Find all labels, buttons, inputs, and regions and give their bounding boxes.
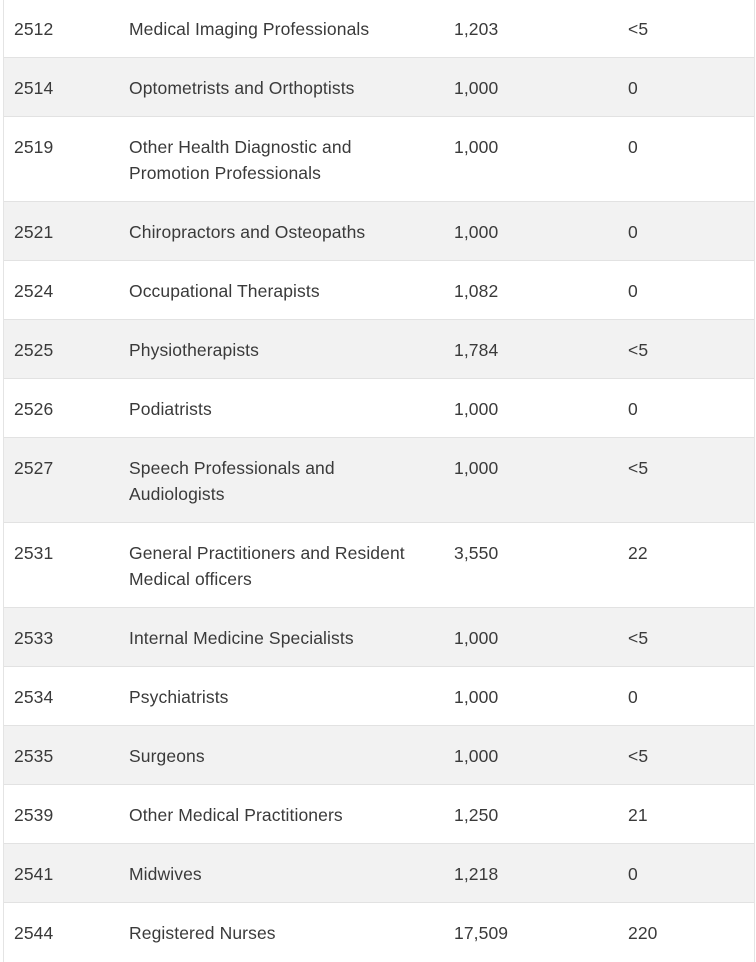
table-row [4,202,754,261]
value-column-2: <5 [628,458,649,478]
value-column-2: <5 [628,628,649,648]
value-column-2: 0 [628,864,638,884]
value-column-2: <5 [628,746,649,766]
value-column-2: 21 [628,805,648,825]
occupation-name: Speech Professionals and Audiologists [129,458,335,504]
occupation-code: 2524 [14,281,54,301]
table-row [4,58,754,117]
occupation-name: Medical Imaging Professionals [129,19,370,39]
value-column-1: 1,082 [454,281,499,301]
value-column-1: 1,000 [454,746,499,766]
occupation-name: Optometrists and Orthoptists [129,78,355,98]
table-row [4,523,754,608]
occupation-name: Psychiatrists [129,687,229,707]
value-column-2: 0 [628,137,638,157]
occupation-code: 2514 [14,78,54,98]
value-column-1: 1,203 [454,19,499,39]
table-row [4,844,754,903]
value-column-2: <5 [628,19,649,39]
occupation-table [3,0,755,962]
value-column-2: 0 [628,399,638,419]
value-column-1: 1,000 [454,399,499,419]
table-row [4,667,754,726]
occupation-name: Chiropractors and Osteopaths [129,222,366,242]
table-row [4,117,754,202]
occupation-code: 2527 [14,458,54,478]
occupation-name: Surgeons [129,746,205,766]
value-column-2: 0 [628,222,638,242]
table-row [4,320,754,379]
value-column-1: 17,509 [454,923,509,943]
value-column-1: 1,000 [454,222,499,242]
occupation-code: 2534 [14,687,54,707]
table-row [4,438,754,523]
table-row [4,0,754,58]
occupation-code: 2519 [14,137,54,157]
occupation-code: 2531 [14,543,54,563]
value-column-2: 22 [628,543,648,563]
value-column-2: <5 [628,340,649,360]
value-column-1: 1,784 [454,340,499,360]
table-row [4,726,754,785]
value-column-1: 1,250 [454,805,499,825]
value-column-1: 1,000 [454,628,499,648]
occupation-code: 2544 [14,923,54,943]
occupation-name: Registered Nurses [129,923,276,943]
occupation-code: 2539 [14,805,54,825]
value-column-1: 1,000 [454,78,499,98]
value-column-2: 0 [628,687,638,707]
occupation-name: Physiotherapists [129,340,259,360]
value-column-1: 1,218 [454,864,499,884]
value-column-2: 0 [628,281,638,301]
occupation-code: 2526 [14,399,54,419]
occupation-code: 2521 [14,222,54,242]
occupation-code: 2512 [14,19,54,39]
occupation-name: Occupational Therapists [129,281,320,301]
occupation-name: Other Medical Practitioners [129,805,343,825]
table-row [4,608,754,667]
table-row [4,785,754,844]
value-column-1: 1,000 [454,458,499,478]
occupation-name: General Practitioners and Resident Medical officers [129,543,405,589]
table-row [4,903,754,962]
value-column-2: 0 [628,78,638,98]
occupation-name: Other Health Diagnostic and Promotion Professionals [129,137,352,183]
occupation-code: 2535 [14,746,54,766]
occupation-name: Internal Medicine Specialists [129,628,354,648]
value-column-2: 220 [628,923,658,943]
value-column-1: 1,000 [454,687,499,707]
occupation-code: 2525 [14,340,54,360]
table-row [4,379,754,438]
value-column-1: 3,550 [454,543,499,563]
occupation-code: 2541 [14,864,54,884]
value-column-1: 1,000 [454,137,499,157]
occupation-name: Podiatrists [129,399,212,419]
occupation-name: Midwives [129,864,202,884]
table-row [4,261,754,320]
occupation-code: 2533 [14,628,54,648]
